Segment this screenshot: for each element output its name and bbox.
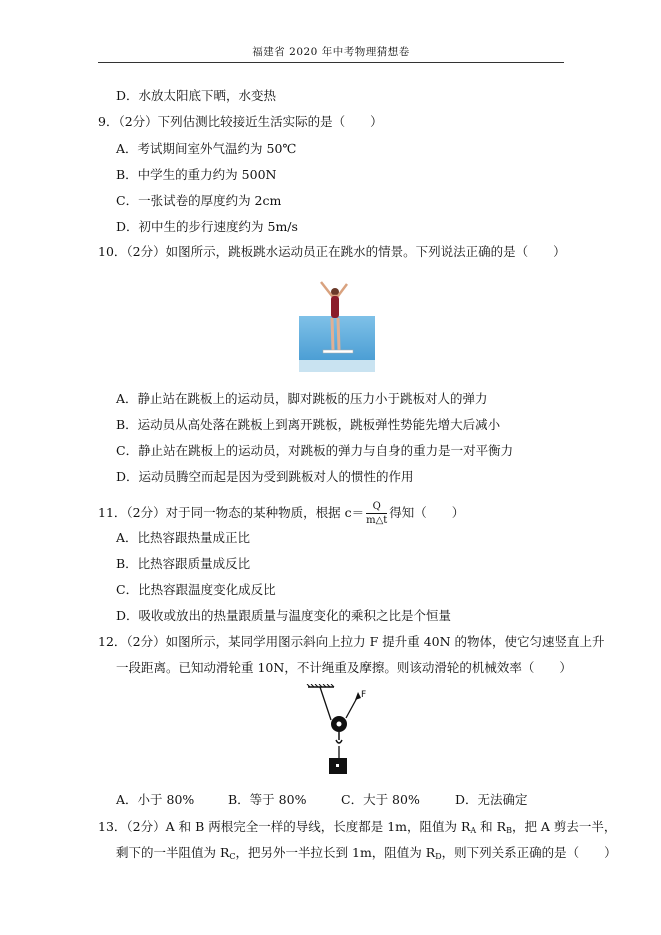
- q11-option-b: B．比热容跟质量成反比: [116, 556, 251, 571]
- specific-heat-formula: [366, 500, 387, 527]
- q11-stem: [98, 500, 464, 527]
- subscript-c: C: [229, 852, 236, 861]
- diver-figure: [299, 276, 375, 372]
- header-divider: [98, 62, 564, 63]
- q13-stem-line1: [98, 817, 616, 835]
- formula-denominator: m△t: [366, 515, 388, 526]
- page-header: 福建省 2020 年中考物理猜想卷: [252, 46, 410, 58]
- q10-option-a: A．静止站在跳板上的运动员，脚对跳板的压力小于跳板对人的弹力: [116, 391, 488, 406]
- diver-image: [299, 276, 375, 372]
- q11-stem-end: 得知（ ）: [389, 505, 465, 520]
- q9-option-a: A．考试期间室外气温约为 50℃: [116, 141, 297, 156]
- q13-text: 13．（2分）A 和 B 两根完全一样的导线，长度都是 1m，阻值为 R: [98, 819, 471, 834]
- q13-text: 和 R: [476, 819, 507, 834]
- subscript-a: A: [470, 826, 477, 835]
- q10-option-d: D．运动员腾空而起是因为受到跳板对人的惯性的作用: [116, 469, 414, 484]
- q9-option-d: D．初中生的步行速度约为 5m/s: [116, 219, 298, 234]
- q11-option-c: C．比热容跟温度变化成反比: [116, 582, 276, 597]
- q13-text: 剩下的一半阻值为 R: [116, 845, 230, 860]
- q12-option-b: B．等于 80%: [228, 792, 307, 807]
- q9-stem: 9．（2分）下列估测比较接近生活实际的是（ ）: [98, 114, 383, 129]
- q10-stem: 10．（2分）如图所示，跳板跳水运动员正在跳水的情景。下列说法正确的是（ ）: [98, 244, 566, 259]
- q11-option-d: D．吸收或放出的热量跟质量与温度变化的乘积之比是个恒量: [116, 608, 452, 623]
- q12-option-d: D．无法确定: [455, 792, 528, 807]
- q12-option-a: A．小于 80%: [116, 792, 195, 807]
- q10-option-c: C．静止站在跳板上的运动员，对跳板的弹力与自身的重力是一对平衡力: [116, 443, 514, 458]
- q12-stem-line1: 12．（2分）如图所示，某同学用图示斜向上拉力 F 提升重 40N 的物体，使它匀速竖直上升: [98, 634, 605, 649]
- force-label: F: [361, 690, 367, 700]
- q9-option-c: C．一张试卷的厚度约为 2cm: [116, 193, 282, 208]
- q13-text: ，把另外一半拉长到 1m，阻值为 R: [235, 845, 436, 860]
- q13-stem-line2: [116, 843, 617, 861]
- q13-text: ，把 A 剪去一半，: [511, 819, 617, 834]
- pulley-diagram: [300, 684, 370, 780]
- q11-option-a: A．比热容跟热量成正比: [116, 530, 251, 545]
- q11-stem-start: 11．（2分）对于同一物态的某种物质，根据 c＝: [98, 505, 365, 520]
- q12-option-c: C．大于 80%: [341, 792, 420, 807]
- q10-option-b: B．运动员从高处落在跳板上到离开跳板，跳板弹性势能先增大后减小: [116, 417, 501, 432]
- q13-text: ，则下列关系正确的是（ ）: [441, 845, 617, 860]
- q8-option-d: D．水放太阳底下晒，水变热: [116, 88, 277, 103]
- q12-stem-line2: 一段距离。已知动滑轮重 10N，不计绳重及摩擦。则该动滑轮的机械效率（ ）: [116, 660, 572, 675]
- subscript-d: D: [435, 852, 442, 861]
- subscript-b: B: [506, 826, 512, 835]
- q9-option-b: B．中学生的重力约为 500N: [116, 167, 277, 182]
- formula-numerator: Q: [366, 500, 387, 514]
